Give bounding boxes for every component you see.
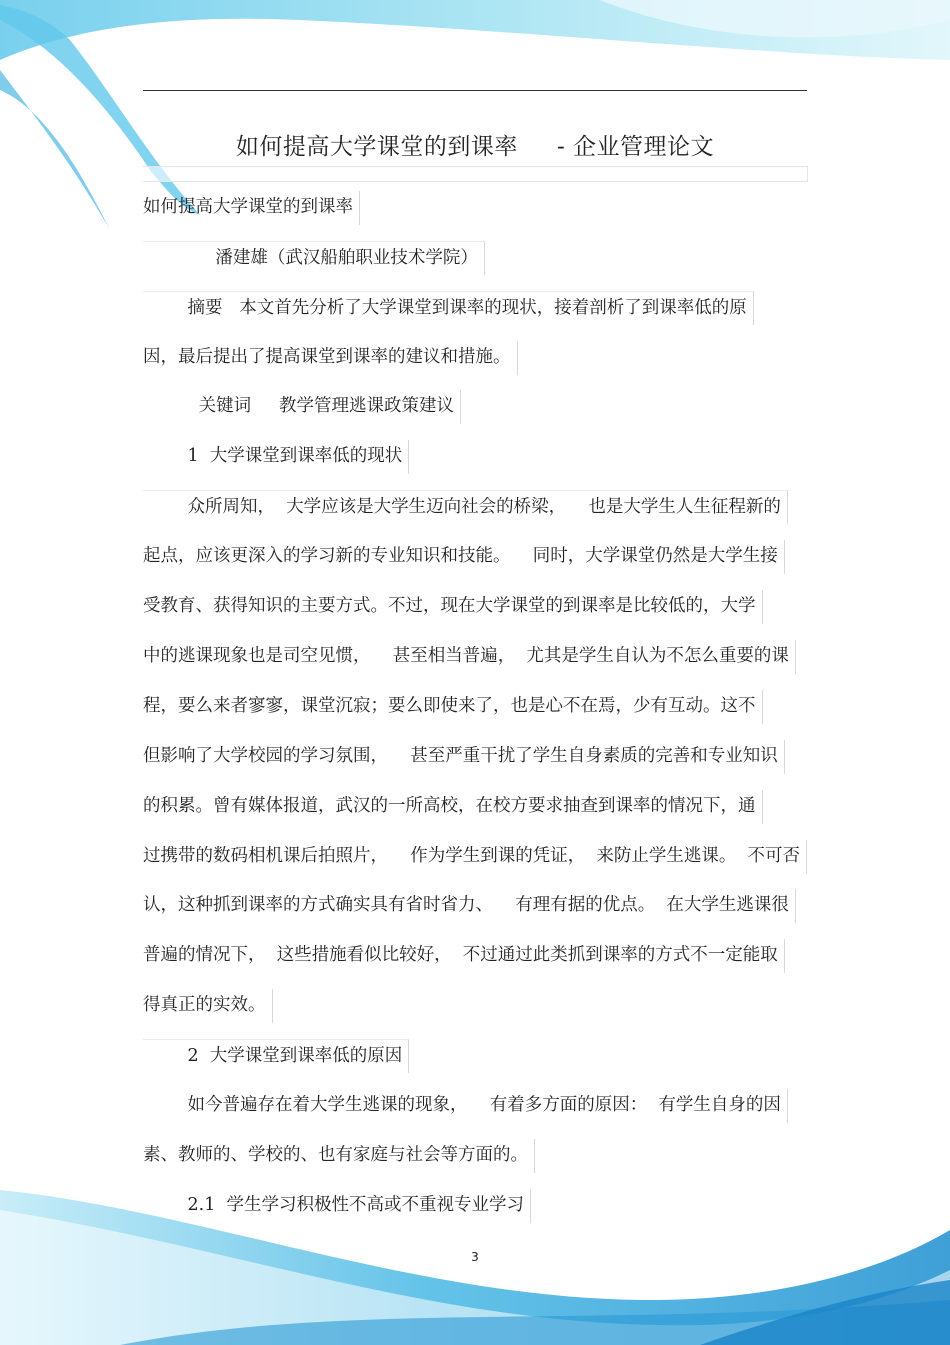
page-number: 3 <box>471 1250 479 1264</box>
text-line: 程，要么来者寥寥，课堂沉寂；要么即使来了，也是心不在焉，少有互动。这不 <box>143 690 763 724</box>
text-line: 如何提高大学课堂的到课率 <box>143 191 360 225</box>
text-line: 但影响了大学校园的学习氛围， 甚至严重干扰了学生自身素质的完善和专业知识 <box>143 740 785 774</box>
title-underline-frame <box>143 166 808 182</box>
header-rule <box>143 90 807 91</box>
text-line: 得真正的实效。 <box>143 989 273 1023</box>
text-line: 的积累。曾有媒体报道，武汉的一所高校，在校方要求抽查到课率的情况下，通 <box>143 790 763 824</box>
section-heading: 2 大学课堂到课率低的原因 <box>143 1039 409 1073</box>
text-line: 中的逃课现象也是司空见惯， 甚至相当普遍， 尤其是学生自认为不怎么重要的课 <box>143 640 796 674</box>
text-line: 因，最后提出了提高课堂到课率的建议和措施。 <box>143 341 518 375</box>
text-line: 普遍的情况下， 这些措施看似比较好， 不过通过此类抓到课率的方式不一定能取 <box>143 939 785 973</box>
text-line: 摘要 本文首先分析了大学课堂到课率的现状，接着剖析了到课率低的原 <box>143 291 754 325</box>
text-line: 潘建雄（武汉船舶职业技术学院） <box>143 241 485 275</box>
subsection-heading: 2.1 学生学习积极性不高或不重视专业学习 <box>143 1189 531 1223</box>
text-line: 过携带的数码相机课后拍照片， 作为学生到课的凭证， 来防止学生逃课。 不可否 <box>143 840 807 874</box>
section-heading: 1 大学课堂到课率低的现状 <box>143 440 409 474</box>
text-line: 众所周知， 大学应该是大学生迈向社会的桥梁， 也是大学生人生征程新的 <box>143 490 788 524</box>
document-title: 如何提高大学课堂的到课率 - 企业管理论文 <box>235 134 715 160</box>
text-line: 素、教师的、学校的、也有家庭与社会等方面的。 <box>143 1139 535 1173</box>
text-line: 如今普遍存在着大学生逃课的现象， 有着多方面的原因： 有学生自身的因 <box>143 1089 788 1123</box>
text-line: 起点，应该更深入的学习新的专业知识和技能。 同时，大学课堂仍然是大学生接 <box>143 540 785 574</box>
text-line: 受教育、获得知识的主要方式。不过，现在大学课堂的到课率是比较低的，大学 <box>143 590 763 624</box>
text-line: 关键词 教学管理逃课政策建议 <box>143 390 461 424</box>
text-line: 认，这种抓到课率的方式确实具有省时省力、 有理有据的优点。 在大学生逃课很 <box>143 889 796 923</box>
